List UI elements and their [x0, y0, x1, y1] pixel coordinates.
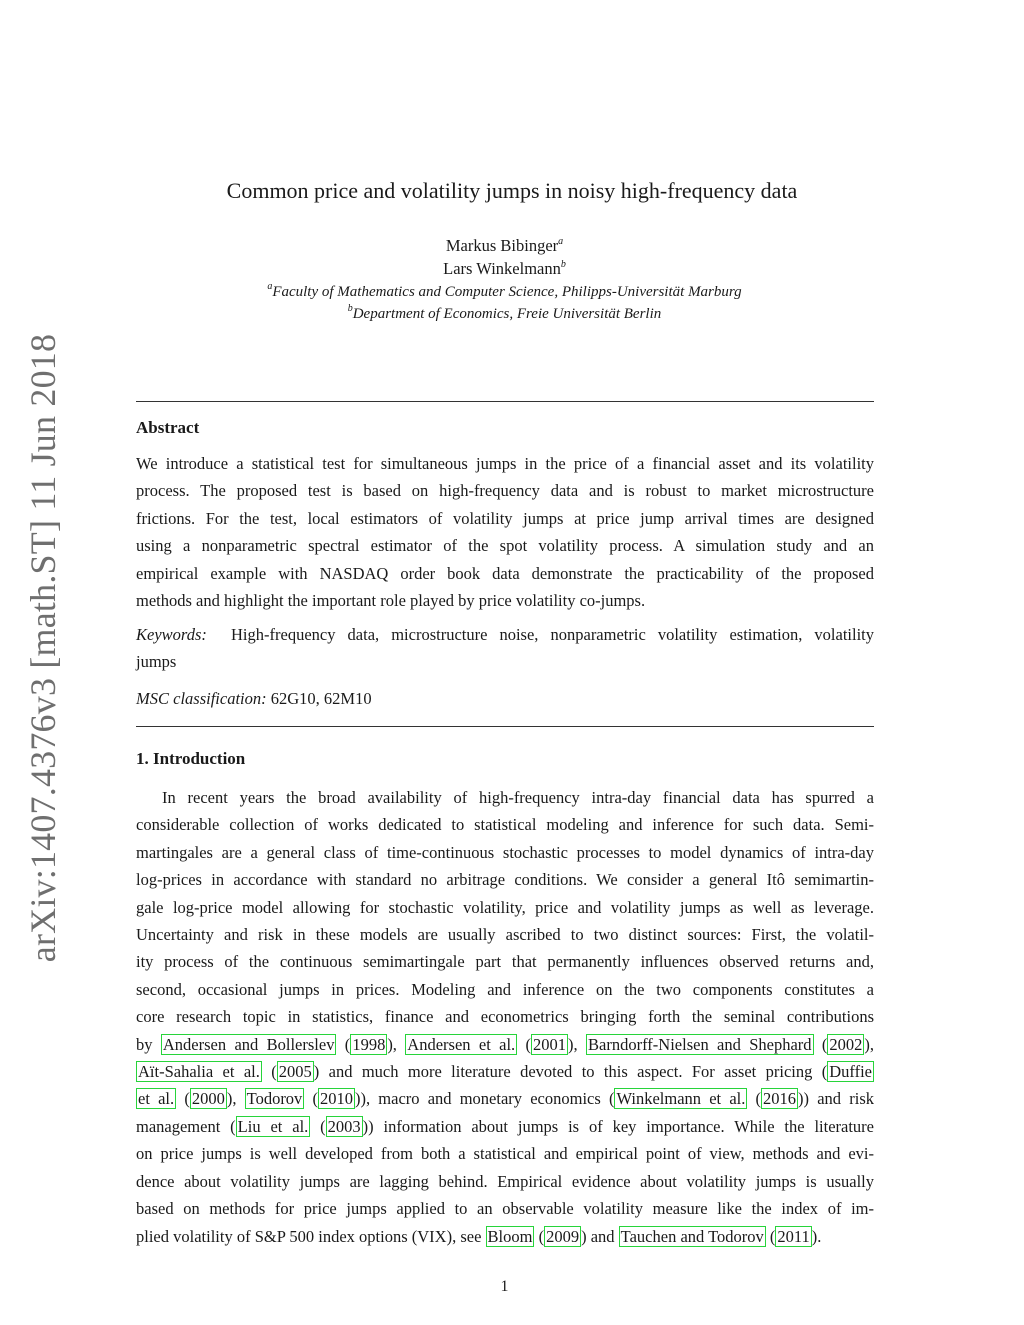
- abstract-line: empirical example with NASDAQ order book data demonstrate the practicability of the proposed: [136, 563, 874, 583]
- citation-year-link[interactable]: 2000: [191, 1089, 225, 1109]
- abstract-line: methods and highlight the important role played by price volatility co-jumps.: [136, 591, 646, 611]
- author-2: Lars Winkelmann$^b$: [443, 258, 566, 278]
- abstract-line: We introduce a statistical test for simultaneous jumps in the price of a financial asset and its volatility: [136, 454, 874, 473]
- keywords-list: High-frequency data, microstructure noise, nonparametric volatility estimation, volatility: [231, 625, 874, 644]
- intro-line: considerable collection of works dedicated to statistical modeling and inference for such data. Semi-: [136, 815, 874, 835]
- section-heading-introduction: 1. Introduction: [136, 749, 246, 768]
- intro-line: log-prices in accordance with standard no arbitrage conditions. We consider a general Itô semimartin-: [136, 870, 874, 890]
- intro-line-citations: by Andersen and Bollerslev ( 1998 ), Andersen et al. ( 2001 ), Barndorff-Nielsen and Shephard ( 2002 ),: [136, 1034, 875, 1054]
- citation-year-link[interactable]: 2002: [829, 1034, 863, 1054]
- affiliation-1: $^a$Faculty of Mathematics and Computer Science, Philipps-Universität Marburg: [267, 281, 742, 300]
- divider-top: [136, 401, 874, 402]
- abstract-line: using a nonparametric spectral estimator of the spot volatility process. A simulation study and an: [136, 536, 874, 556]
- citation-year-link[interactable]: 2009: [546, 1226, 580, 1246]
- citation-link[interactable]: Duffie: [829, 1062, 872, 1082]
- intro-line: on price jumps is well developed from both a statistical and empirical point of view, methods and evi-: [136, 1144, 874, 1164]
- citation-year-link[interactable]: 1998: [352, 1034, 386, 1054]
- page-number: 1: [500, 1278, 509, 1295]
- intro-line: martingales are a general class of time-continuous stochastic processes to model dynamics of intra-day: [136, 842, 874, 862]
- msc-codes: 62G10, 62M10: [270, 689, 372, 708]
- intro-line: core research topic in statistics, finance and econometrics bringing forth the seminal contributions: [136, 1007, 874, 1027]
- author-1: Markus Bibinger$^a$: [445, 235, 564, 255]
- abstract-heading: Abstract: [136, 418, 200, 437]
- divider-bottom: [136, 726, 874, 727]
- citation-link[interactable]: Andersen and Bollerslev: [162, 1034, 335, 1054]
- abstract-line: process. The proposed test is based on high-frequency data and is robust to market microstructure: [136, 481, 874, 501]
- keywords-list-cont: jumps: [136, 652, 177, 672]
- introduction-body: [136, 784, 874, 1250]
- arxiv-stamp: arXiv:1407.4376v3 [math.ST] 11 Jun 2018: [23, 333, 63, 962]
- citation-year-link[interactable]: 2010: [320, 1089, 353, 1109]
- intro-line: In recent years the broad availability of high-frequency intra-day financial data has spurred a: [162, 788, 874, 807]
- citation-year-link[interactable]: 2011: [777, 1226, 810, 1246]
- intro-line: second, occasional jumps in prices. Modeling and inference on the two components constitutes a: [136, 979, 874, 999]
- citation-link[interactable]: et al.: [138, 1089, 175, 1109]
- msc-label: MSC classification:: [136, 689, 267, 708]
- intro-line: gale log-price model allowing for stochastic volatility, price and volatility jumps as well as leverage.: [136, 897, 874, 917]
- citation-year-link[interactable]: 2003: [327, 1116, 361, 1136]
- intro-line-citations: et al. ( 2000 ), Todorov ( 2010 )), macro and monetary economics ( Winkelmann et al. ( 2016 )) and risk: [138, 1089, 874, 1109]
- citation-link[interactable]: Tauchen and Todorov: [620, 1226, 764, 1246]
- citation-year-link[interactable]: 2016: [763, 1089, 797, 1109]
- paper-title: Common price and volatility jumps in noisy high-frequency data: [226, 178, 798, 203]
- intro-line: based on methods for price jumps applied to an observable volatility measure like the index of im-: [136, 1199, 874, 1219]
- citation-link[interactable]: Barndorff-Nielsen and Shephard: [588, 1034, 812, 1054]
- msc-classification: [136, 689, 372, 709]
- intro-line: Uncertainty and risk in these models are usually ascribed to two distinct sources: First, the volatil-: [136, 925, 874, 945]
- citation-link[interactable]: Andersen et al.: [407, 1034, 516, 1054]
- intro-line-citations: Aït-Sahalia et al. ( 2005 ) and much more literature devoted to this aspect. For asset pricing ( Duffie: [138, 1062, 872, 1082]
- citation-link[interactable]: Winkelmann et al.: [616, 1089, 746, 1109]
- intro-line-citations: plied volatility of S&P 500 index options (VIX), see Bloom ( 2009 ) and Tauchen and Todorov ( 2011 ).: [136, 1226, 822, 1246]
- citation-link[interactable]: Liu et al.: [237, 1116, 309, 1136]
- intro-line: dence about volatility jumps are lagging behind. Empirical evidence about volatility jumps is usually: [136, 1171, 874, 1191]
- affiliation-2: $^b$Department of Economics, Freie Universität Berlin: [347, 303, 662, 322]
- keywords: [136, 621, 874, 676]
- citation-link[interactable]: Aït-Sahalia et al.: [138, 1062, 260, 1082]
- citation-year-link[interactable]: 2005: [278, 1062, 312, 1082]
- abstract-line: frictions. For the test, local estimators of volatility jumps at price jump arrival times are designed: [136, 508, 874, 528]
- intro-line-citations: management ( Liu et al. ( 2003 )) information about jumps is of key importance. While the literature: [136, 1116, 874, 1136]
- citation-link[interactable]: Bloom: [487, 1226, 533, 1246]
- keywords-label: Keywords:: [136, 625, 207, 644]
- citation-link[interactable]: Todorov: [246, 1089, 303, 1109]
- citation-year-link[interactable]: 2001: [533, 1034, 567, 1054]
- intro-line: ity process of the continuous semimartingale part that permanently influences observed returns and,: [136, 952, 874, 972]
- abstract-body: [136, 450, 874, 614]
